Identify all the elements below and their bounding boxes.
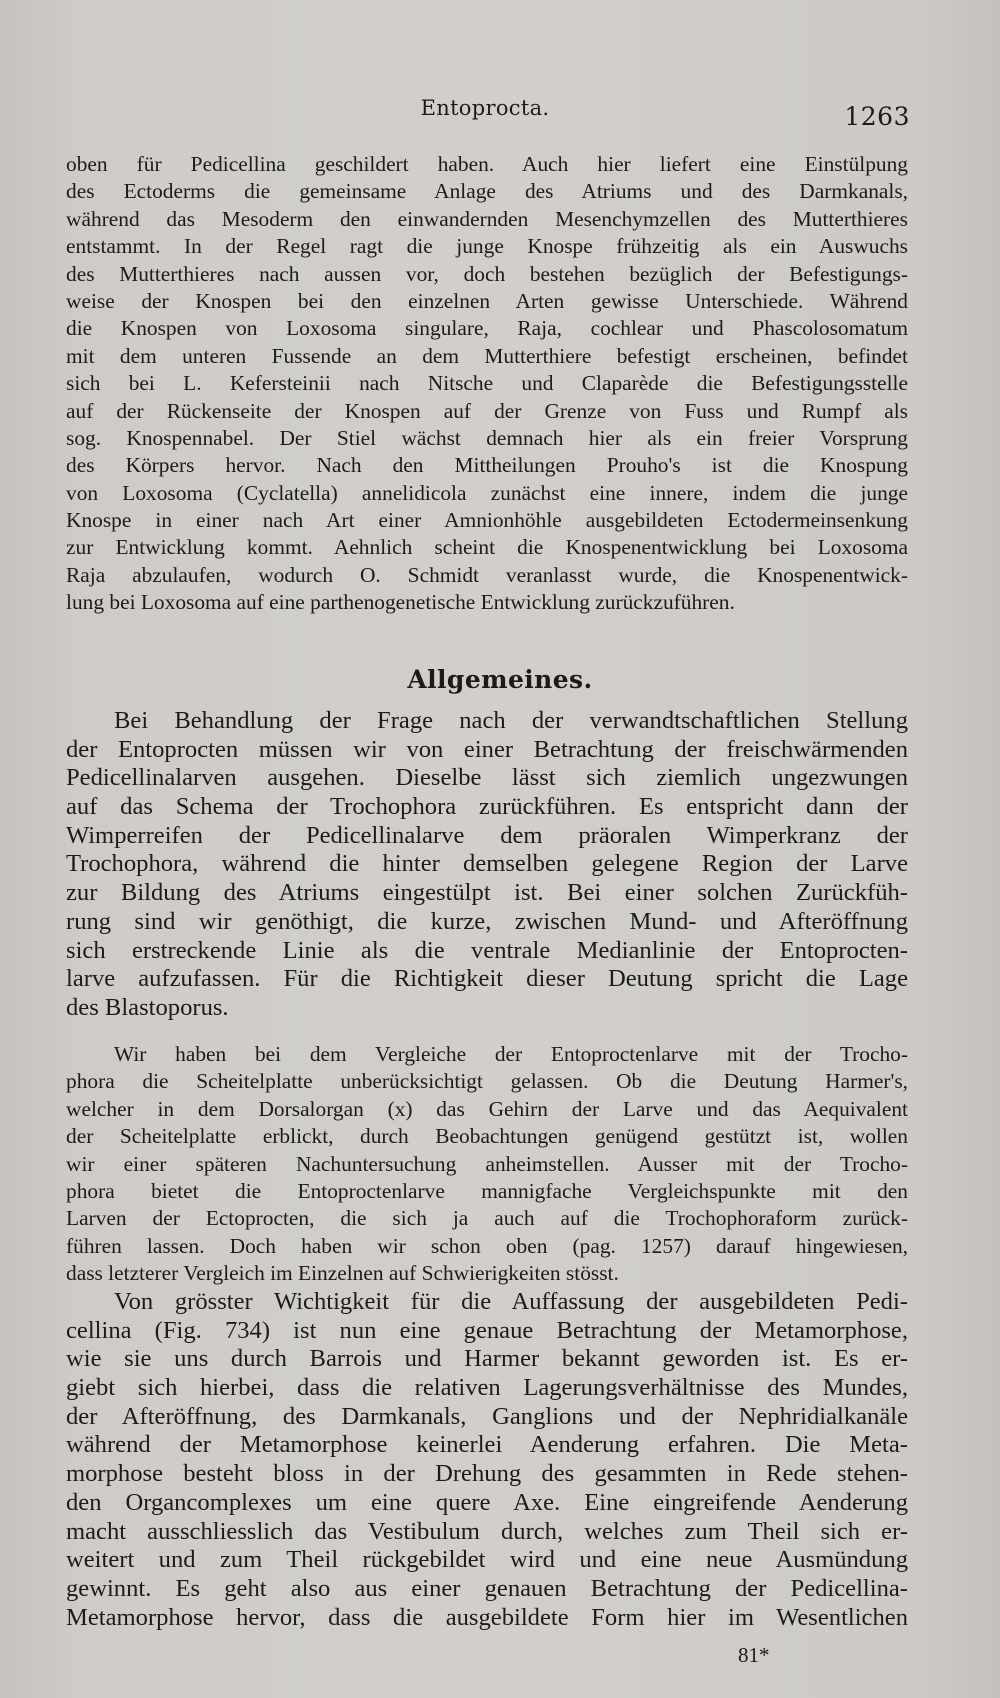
text-line: larve aufzufassen. Für die Richtigkeit dieser Deutung spricht die Lage [66, 965, 908, 993]
text-line: der Afteröffnung, des Darmkanals, Ganglions und der Nephridialkanäle [66, 1402, 908, 1430]
text-line: des Blastoporus. [66, 993, 229, 1021]
text-line: den Organcomplexes um eine quere Axe. Eine eingreifende Aenderung [66, 1488, 908, 1516]
text-line: rung sind wir genöthigt, die kurze, zwischen Mund- und Afteröffnung [66, 907, 908, 935]
text-line: wir einer späteren Nachuntersuchung anheimstellen. Ausser mit der Trocho- [66, 1151, 908, 1176]
page-number: 1263 [844, 102, 910, 131]
paragraph-trochophora [66, 707, 908, 1023]
text-line: des Ectoderms die gemeinsame Anlage des Atriums und des Darmkanals, [66, 179, 908, 204]
text-line: phora bietet die Entoproctenlarve mannigfache Vergleichspunkte mit den [66, 1178, 908, 1203]
text-line: weise der Knospen bei den einzelnen Arten gewisse Unterschiede. Während [66, 288, 908, 313]
text-line: auf das Schema der Trochophora zurückführen. Es entspricht dann der [66, 793, 908, 821]
text-line: zur Bildung des Atriums eingestülpt ist. Bei einer solchen Zurückfüh- [66, 879, 908, 907]
text-line: der Scheitelplatte erblickt, durch Beobachtungen genügend gestützt ist, wollen [66, 1124, 908, 1149]
text-line: Von grösster Wichtigkeit für die Auffassung der ausgebildeten Pedi- [114, 1288, 908, 1315]
text-line: morphose besteht bloss in der Drehung des gesammten in Rede stehen- [66, 1460, 908, 1488]
text-line: Wimperreifen der Pedicellinalarve dem präoralen Wimperkranz der [66, 821, 908, 849]
running-head: Entoprocta. [420, 96, 550, 120]
text-line: Raja abzulaufen, wodurch O. Schmidt veranlasst wurde, die Knospenentwick- [66, 562, 908, 587]
text-line: Pedicellinalarven ausgehen. Dieselbe lässt sich ziemlich ungezwungen [66, 764, 908, 792]
text-line: Metamorphose hervor, dass die ausgebildete Form hier im Wesentlichen [66, 1603, 908, 1631]
page-header [60, 96, 910, 130]
text-line: entstammt. In der Regel ragt die junge Knospe frühzeitig als ein Auswuchs [66, 234, 908, 259]
paragraph-metamorphosis [66, 1288, 908, 1632]
text-line: phora die Scheitelplatte unberücksichtigt gelassen. Ob die Deutung Harmer's, [66, 1069, 908, 1094]
text-line: sog. Knospennabel. Der Stiel wächst demnach hier als ein freier Vorsprung [66, 425, 908, 450]
text-line: wie sie uns durch Barrois und Harmer bekannt geworden ist. Es er- [66, 1345, 908, 1373]
sheet-signature: 81* [738, 1643, 770, 1667]
text-line: von Loxosoma (Cyclatella) annelidicola zunächst eine innere, indem die junge [66, 480, 908, 505]
text-line: Knospe in einer nach Art einer Amnionhöhle ausgebildeten Ectodermeinsenkung [66, 508, 908, 533]
text-line: sich bei L. Kefersteinii nach Nitsche und Claparède die Befestigungsstelle [66, 371, 908, 396]
text-line: lung bei Loxosoma auf eine parthenogenetische Entwicklung zurückzuführen. [66, 590, 735, 615]
text-line: zur Entwicklung kommt. Aehnlich scheint die Knospenentwicklung bei Loxosoma [66, 535, 908, 560]
section-heading: Allgemeines. [407, 665, 593, 694]
paragraph-budding [66, 151, 908, 617]
text-line: die Knospen von Loxosoma singulare, Raja, cochlear und Phascolosomatum [66, 316, 908, 341]
text-line: mit dem unteren Fussende an dem Mutterthiere befestigt erscheinen, befindet [66, 343, 908, 368]
text-line: während das Mesoderm den einwandernden Mesenchymzellen des Mutterthieres [66, 206, 908, 231]
paragraph-scheitelplatte [66, 1041, 908, 1288]
text-line: Bei Behandlung der Frage nach der verwandtschaftlichen Stellung [114, 707, 908, 734]
text-line: cellina (Fig. 734) ist nun eine genaue Betrachtung der Metamorphose, [66, 1316, 908, 1344]
text-line: macht ausschliesslich das Vestibulum durch, welches zum Theil sich er- [66, 1517, 908, 1545]
text-line: giebt sich hierbei, dass die relativen Lagerungsverhältnisse des Mundes, [66, 1374, 908, 1402]
text-line: führen lassen. Doch haben wir schon oben (pag. 1257) darauf hingewiesen, [66, 1233, 908, 1258]
text-line: oben für Pedicellina geschildert haben. Auch hier liefert eine Einstülpung [66, 152, 908, 176]
text-line: während der Metamorphose keinerlei Aenderung erfahren. Die Meta- [66, 1431, 908, 1459]
text-line: des Körpers hervor. Nach den Mittheilungen Prouho's ist die Knospung [66, 453, 908, 478]
text-line: gewinnt. Es geht also aus einer genauen Betrachtung der Pedicellina- [66, 1574, 908, 1602]
text-line: dass letzterer Vergleich im Einzelnen auf Schwierigkeiten stösst. [66, 1261, 619, 1286]
text-line: welcher in dem Dorsalorgan (x) das Gehirn der Larve und das Aequivalent [66, 1096, 908, 1121]
text-line: weitert und zum Theil rückgebildet wird und eine neue Ausmündung [66, 1546, 908, 1574]
text-line: der Entoprocten müssen wir von einer Betrachtung der freischwärmenden [66, 735, 908, 763]
text-line: des Mutterthieres nach aussen vor, doch bestehen bezüglich der Befestigungs- [66, 261, 908, 286]
text-line: sich erstreckende Linie als die ventrale Medianlinie der Entoprocten- [66, 936, 908, 964]
text-line: Trochophora, während die hinter demselben gelegene Region der Larve [66, 850, 908, 878]
text-line: Wir haben bei dem Vergleiche der Entoproctenlarve mit der Trocho- [114, 1042, 908, 1066]
text-line: auf der Rückenseite der Knospen auf der Grenze von Fuss und Rumpf als [66, 398, 908, 423]
text-line: Larven der Ectoprocten, die sich ja auch auf die Trochophoraform zurück- [66, 1206, 908, 1231]
